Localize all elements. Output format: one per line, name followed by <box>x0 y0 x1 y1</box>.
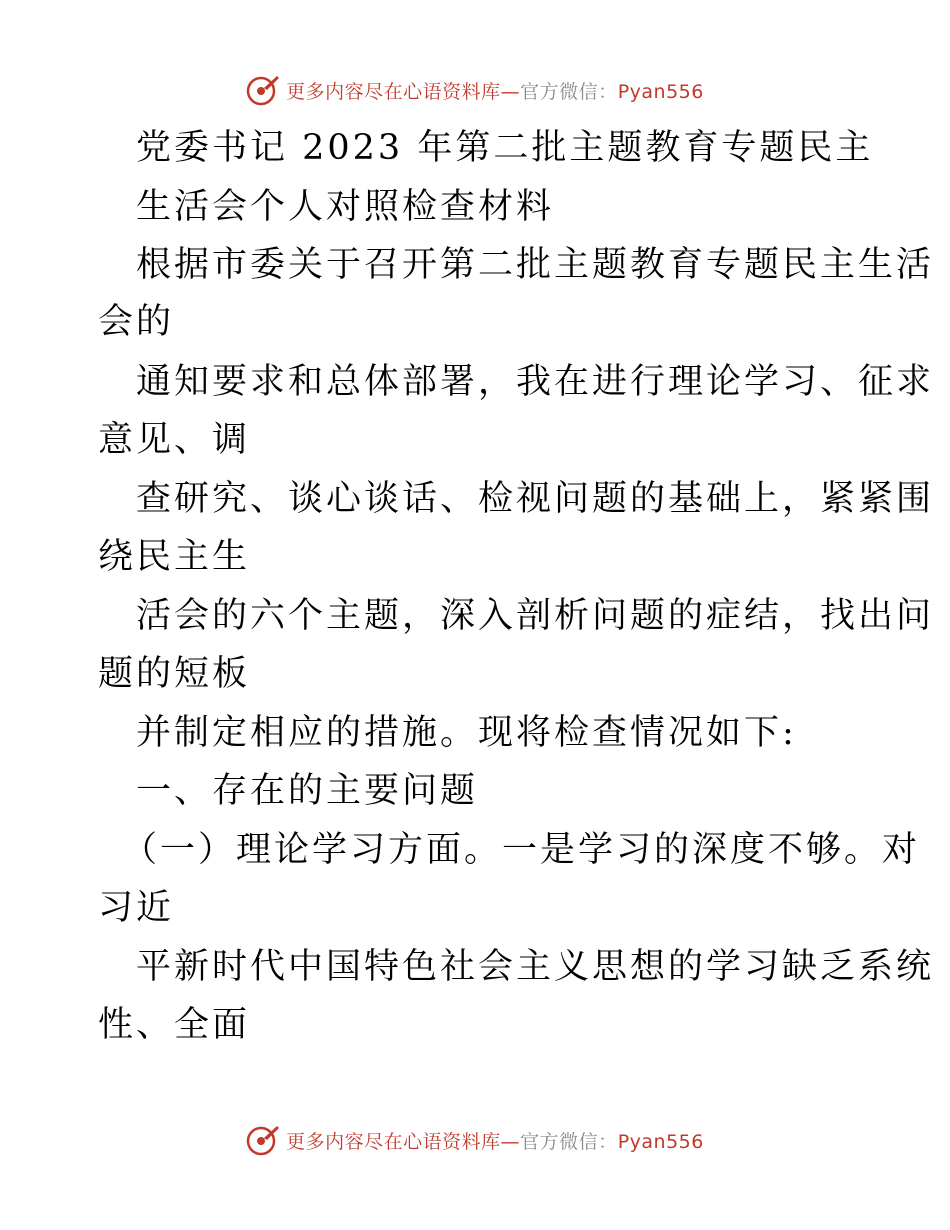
watermark-site-text: 更多内容尽在心语资料库 <box>286 80 501 103</box>
doc-text-line: （一）理论学习方面。一是学习的深度不够。对 <box>122 830 921 870</box>
doc-text-line: 查研究、谈心谈话、检视问题的基础上，紧紧围 <box>136 479 935 519</box>
doc-text-line: 习近 <box>98 888 175 928</box>
doc-text-line: 意见、调 <box>98 420 251 460</box>
doc-text-line: 题的短板 <box>98 654 251 694</box>
doc-text-line: 会的 <box>98 302 175 342</box>
watermark-wechat-label: 官方微信： <box>520 80 618 103</box>
doc-text-line: 根据市委关于召开第二批主题教育专题民主生活 <box>136 245 935 285</box>
pen-logo-icon <box>246 73 280 107</box>
watermark-separator: — <box>500 1130 521 1153</box>
doc-title-line-1: 党委书记 2023 年第二批主题教育专题民主 <box>136 128 874 168</box>
doc-text-line: 并制定相应的措施。现将检查情况如下: <box>136 713 797 753</box>
pen-logo-icon <box>246 1123 280 1157</box>
watermark-text <box>286 1127 704 1154</box>
doc-text-line: 活会的六个主题，深入剖析问题的症结，找出问 <box>136 596 935 636</box>
watermark-site-text: 更多内容尽在心语资料库 <box>286 1130 501 1153</box>
doc-text-line: 性、全面 <box>98 1005 251 1045</box>
section-heading: 一、存在的主要问题 <box>136 771 479 811</box>
doc-text-line: 平新时代中国特色社会主义思想的学习缺乏系统 <box>136 947 935 987</box>
header-watermark <box>0 70 950 110</box>
doc-text-line: 通知要求和总体部署，我在进行理论学习、征求 <box>136 362 935 402</box>
watermark-text <box>286 77 704 104</box>
footer-watermark <box>0 1120 950 1160</box>
watermark-wechat-label: 官方微信： <box>520 1130 618 1153</box>
watermark-separator: — <box>500 80 521 103</box>
doc-text-line: 绕民主生 <box>98 537 251 577</box>
watermark-wechat-id: Pyan556 <box>617 1130 704 1153</box>
watermark-wechat-id: Pyan556 <box>617 80 704 103</box>
doc-title-line-2: 生活会个人对照检查材料 <box>136 187 555 227</box>
